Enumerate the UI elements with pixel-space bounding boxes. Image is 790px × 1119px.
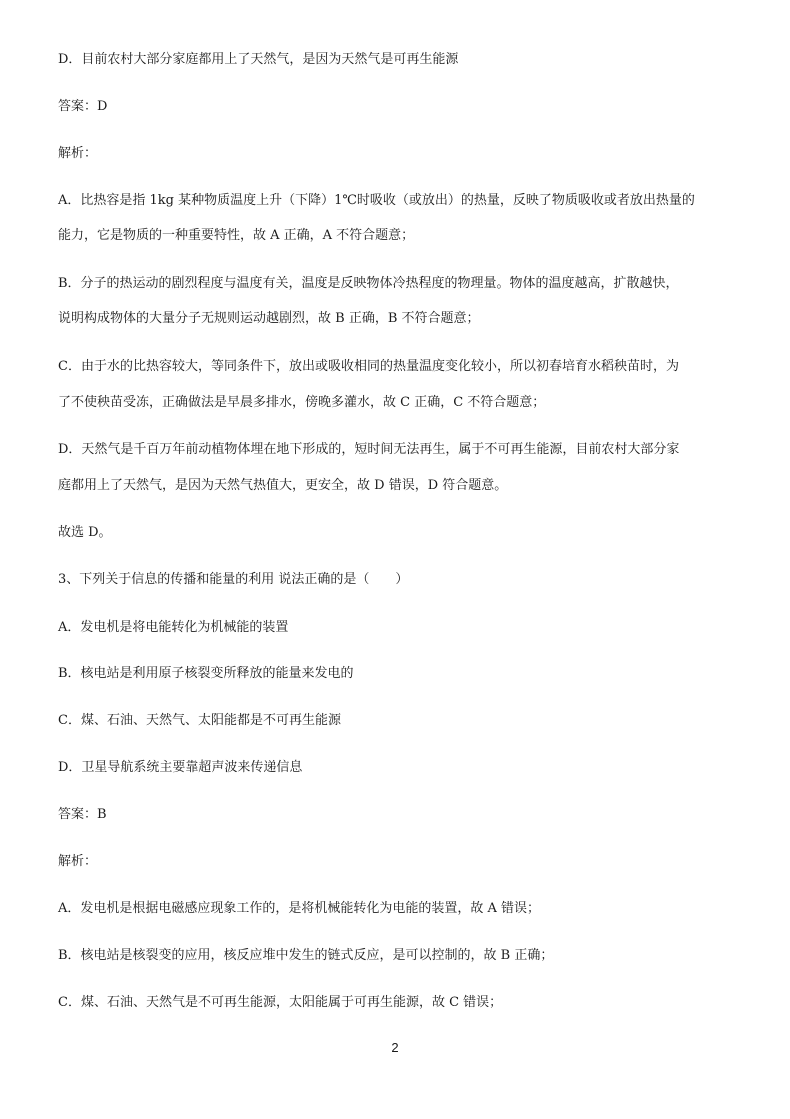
analysis-c-line-1: C．由于水的比热容较大，等同条件下，放出或吸收相同的热量温度变化较小，所以初春培育水稻秧苗时，为 <box>58 359 679 374</box>
question-3-option-b: B．核电站是利用原子核裂变所释放的能量来发电的 <box>58 666 354 681</box>
analysis-label-q3: 解析： <box>58 854 98 869</box>
question-3-stem: 3、下列关于信息的传播和能量的利用 说法正确的是（ ） <box>58 572 409 587</box>
conclusion-q2: 故选 D。 <box>58 525 112 540</box>
analysis-c-line-2: 了不使秧苗受冻，正确做法是早晨多排水，傍晚多灌水，故 C 正确，C 不符合题意； <box>58 395 546 410</box>
page-number: 2 <box>391 1040 399 1055</box>
analysis-b-line-2: 说明构成物体的大量分子无规则运动越剧烈，故 B 正确，B 不符合题意； <box>58 311 480 326</box>
analysis-label-q2: 解析： <box>58 146 98 161</box>
q3-analysis-a: A．发电机是根据电磁感应现象工作的，是将机械能转化为电能的装置，故 A 错误； <box>58 901 541 916</box>
analysis-d-line-1: D．天然气是千百万年前动植物体埋在地下形成的，短时间无法再生，属于不可再生能源，目前农村大部分家 <box>58 442 680 457</box>
option-d-prev-question: D．目前农村大部分家庭都用上了天然气，是因为天然气是可再生能源 <box>58 52 459 67</box>
question-3-option-d: D．卫星导航系统主要靠超声波来传递信息 <box>58 760 303 775</box>
question-3-option-c: C．煤、石油、天然气、太阳能都是不可再生能源 <box>58 713 341 728</box>
analysis-b-line-1: B．分子的热运动的剧烈程度与温度有关，温度是反映物体冷热程度的物理量。物体的温度越高，扩散越快， <box>58 276 679 291</box>
analysis-a-line-2: 能力，它是物质的一种重要特性，故 A 正确，A 不符合题意； <box>58 228 415 243</box>
analysis-a-line-1: A．比热容是指 1kg 某种物质温度上升（下降）1℃时吸收（或放出）的热量，反映了物质吸收或者放出热量的 <box>58 193 695 208</box>
answer-label-q2: 答案：D <box>58 99 108 114</box>
analysis-d-line-2: 庭都用上了天然气，是因为天然气热值大，更安全，故 D 错误，D 符合题意。 <box>58 478 508 493</box>
answer-label-q3: 答案：B <box>58 807 107 822</box>
question-3-option-a: A．发电机是将电能转化为机械能的装置 <box>58 620 289 635</box>
q3-analysis-c: C．煤、石油、天然气是不可再生能源，太阳能属于可再生能源，故 C 错误； <box>58 995 503 1010</box>
q3-analysis-b: B．核电站是核裂变的应用，核反应堆中发生的链式反应，是可以控制的，故 B 正确； <box>58 948 554 963</box>
